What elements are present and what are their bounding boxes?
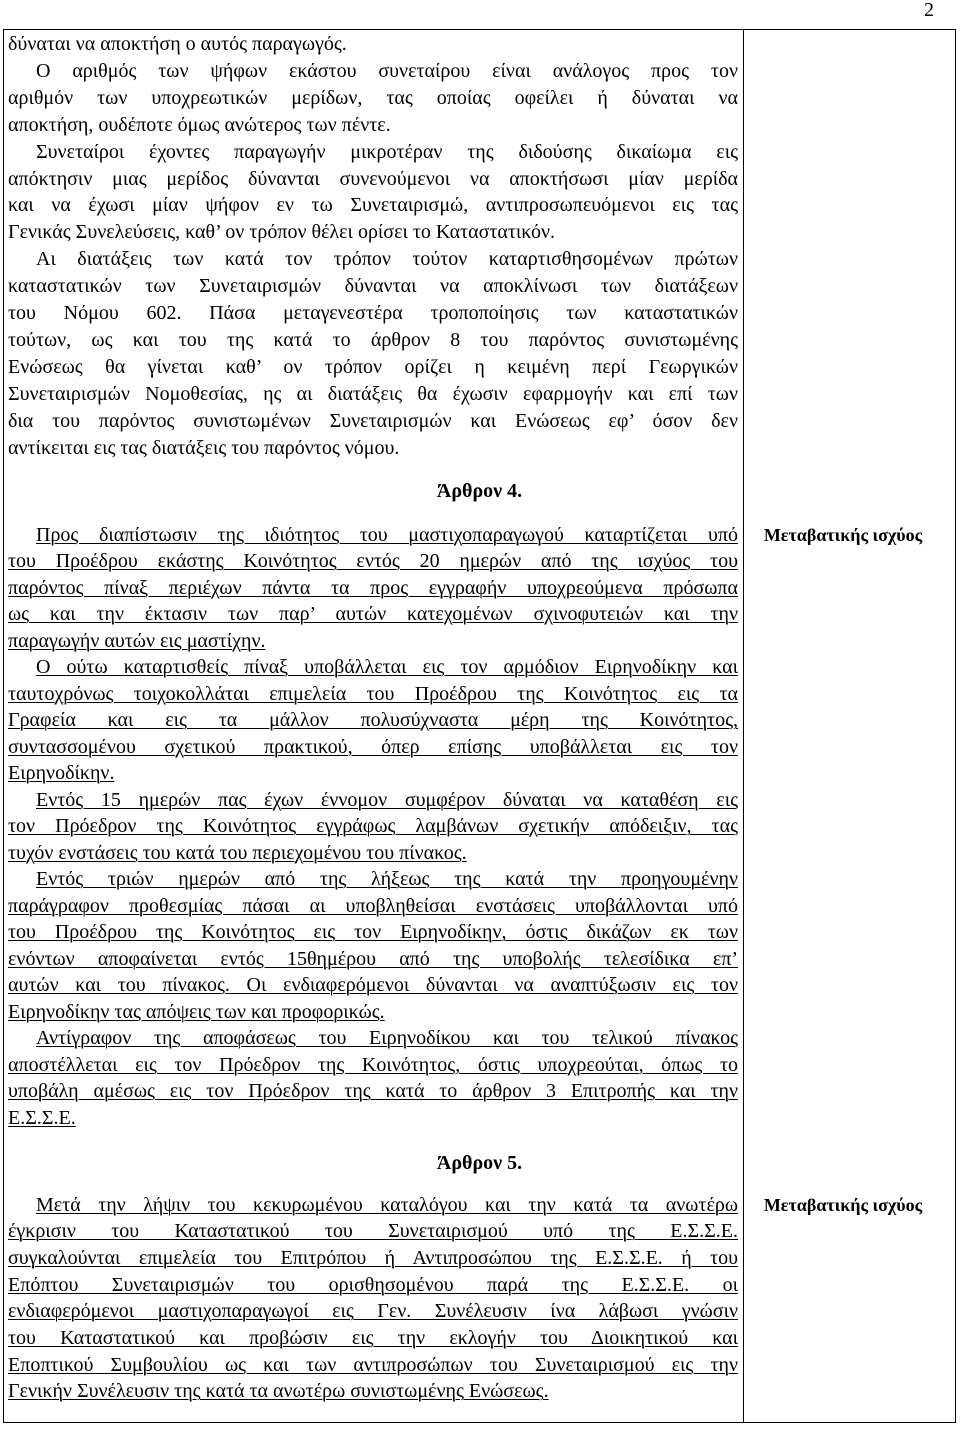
text-line: Μετά την λήψιν του κεκυρωμένου καταλόγου και την κατά τα ανωτέρω <box>36 1193 738 1216</box>
text-line: ως και την έκτασιν των παρ’ αυτών κατεχομένων σχινοφυτειών και την <box>8 603 738 625</box>
text-line: δια του παρόντος συνιστωμένων Συνεταιρισμών και Ενώσεως εφ’ όσον δεν <box>8 409 738 432</box>
text-line: Ο ούτω καταρτισθείς πίναξ υποβάλλεται εις τον αρμόδιον Ειρηνοδίκην και <box>36 656 738 678</box>
text-line: Αντίγραφον της αποφάσεως του Ειρηνοδίκου και του τελικού πίνακος <box>36 1027 738 1049</box>
text-line: τυχόν ενστάσεις του κατά του περιεχομένου του πίνακος. <box>8 841 467 864</box>
text-line: Γενικήν Συνέλευσιν της κατά τα ανωτέρω συνιστωμένης Ενώσεως. <box>8 1380 549 1403</box>
text-line: Ε.Σ.Σ.Ε. <box>8 1106 76 1129</box>
page-number: 2 <box>924 0 934 21</box>
text-line: ενόντων αποφαίνεται εντός 15θημέρου από της υποβολής τελεσίδικα επ’ <box>8 947 738 970</box>
text-line: Ο αριθμός των ψήφων εκάστου συνεταίρου είναι ανάλογος προς τον <box>36 59 738 82</box>
text-line: υποβάλη αμέσως εις τον Πρόεδρον της κατά το άρθρον 3 Επιτροπής και την <box>8 1080 738 1102</box>
text-line: Γραφεία και εις τα μάλλον πολυσύχναστα μέρη της Κοινότητος, <box>8 709 738 731</box>
text-line: καταστατικών των Συνεταιρισμών δύνανται να αποκλίνωσι των διατάξεων <box>8 275 738 298</box>
text-line: Συνεταιρισμών Νομοθεσίας, ης αι διατάξεις θα έχωσιν εφαρμογήν και επί των <box>8 382 738 405</box>
text-line: Εντός τριών ημερών από της λήξεως της κατά την προηγουμένην <box>36 868 738 890</box>
text-line: και να έχωσι μίαν ψήφον εν τω Συνεταιρισμώ, αντιπροσωπευόμενοι εις τας <box>8 194 738 217</box>
text-line: Εντός 15 ημερών πας έχων έννομον συμφέρον δύναται να καταθέση εις <box>36 788 738 811</box>
text-line: συντασσομένου σχετικού πρακτικού, όπερ επίσης υποβάλλεται εις τον <box>8 735 738 758</box>
text-line: Εποπτικού Συμβουλίου ως και των αντιπροσώπων του Συνεταιρισμού εις την <box>8 1353 738 1376</box>
text-line: παραγωγήν αυτών εις μαστίχην. <box>8 629 266 652</box>
paragraph <box>8 787 738 867</box>
text-line: δύναται να αποκτήση ο αυτός παραγωγός. <box>8 33 347 55</box>
paragraph <box>8 139 738 247</box>
article-heading: Άρθρον 4. <box>436 479 523 502</box>
paragraph <box>8 654 738 787</box>
text-line: Αι διατάξεις των κατά τον τρόπον τούτον καταρτισθησομένων πρώτων <box>36 248 738 271</box>
paragraph <box>8 31 738 58</box>
text-line: παρόντος πίναξ περιέχων πάντα τα προς εγγραφήν υποχρεούμενα πρόσωπα <box>8 576 738 599</box>
article-heading: Άρθρον 5. <box>436 1151 523 1174</box>
text-line: απόκτησιν μιας μερίδος δύνανται συνενούμενοι να αποκτήσωσι μίαν μερίδα <box>8 167 738 190</box>
text-line: αντίκειται εις τας διατάξεις του παρόντος νόμου. <box>8 436 400 459</box>
text-line: του Προέδρου εκάστης Κοινότητος εντός 20 ημερών από της ισχύος του <box>8 550 738 572</box>
text-line: Συνεταίροι έχοντες παραγωγήν μικροτέραν της διδούσης δικαίωμα εις <box>36 140 738 163</box>
paragraph <box>8 866 738 1025</box>
article-5-body <box>8 1192 738 1406</box>
article-4-body <box>8 522 738 1132</box>
text-line: αποστέλλεται εις τον Πρόεδρον της Κοινότητος, όστις υποχρεούται, όπως το <box>8 1053 738 1076</box>
text-line: Γενικάς Συνελεύσεις, καθ’ ον τρόπον θέλει ορίσει το Καταστατικόν. <box>8 221 555 244</box>
paragraph <box>8 246 738 461</box>
text-line: Επόπτου Συνεταιρισμών του ορισθησομένου παρά της Ε.Σ.Σ.Ε. οι <box>8 1273 738 1296</box>
text-line: έγκρισιν του Καταστατικού του Συνεταιρισμού υπό της Ε.Σ.Σ.Ε. <box>8 1220 738 1243</box>
text-line: του Καταστατικού και προβώσιν εις την εκλογήν του Διοικητικού και <box>8 1327 738 1350</box>
text-line: Προς διαπίστωσιν της ιδιότητος του μαστιχοπαραγωγού καταρτίζεται υπό <box>36 523 738 546</box>
side-note: Μεταβατικής ισχύος <box>763 525 923 545</box>
paragraph <box>8 1025 738 1131</box>
text-line: του Νόμου 602. Πάσα μεταγενεστέρα τροποποίησις των καταστατικών <box>8 302 738 325</box>
text-line: Ενώσεως θα γίνεται καθ’ ον τρόπον ορίζει η κειμένη περί Γεωργικών <box>8 355 738 378</box>
paragraph <box>8 522 738 655</box>
text-line: αυτών και του πίνακος. Οι ενδιαφερόμενοι δύνανται να αναπτύξωσιν εις τον <box>8 974 738 996</box>
text-line: ταυτοχρόνως τοιχοκολλάται επιμελεία του Προέδρου της Κοινότητος εις τα <box>8 682 738 705</box>
main-text-column <box>8 31 738 462</box>
text-line: του Προέδρου της Κοινότητος εις τον Ειρηνοδίκην, όστις δικάζων εκ των <box>8 921 738 943</box>
text-line: παράγραφον προθεσμίας πάσαι αι υποβληθείσαι ενστάσεις υποβάλλονται υπό <box>8 894 738 917</box>
paragraph <box>8 58 738 139</box>
text-line: Ειρηνοδίκην. <box>8 762 115 784</box>
text-line: ενδιαφερόμενοι μαστιχοπαραγωγοί εις Γεν. Συνέλευσιν ίνα λάβωσι γνώσιν <box>8 1300 738 1323</box>
text-line: αριθμόν των υποχρεωτικών μερίδων, τας οποίας οφείλει ή δύναται να <box>8 86 738 109</box>
paragraph <box>8 1192 738 1406</box>
side-note: Μεταβατικής ισχύος <box>763 1195 923 1215</box>
text-line: συγκαλούνται επιμελεία του Επιτρόπου ή Αντιπροσώπου της Ε.Σ.Σ.Ε. ή του <box>8 1246 738 1269</box>
text-line: τούτων, ως και του της κατά το άρθρον 8 του παρόντος συνιστωμένης <box>8 328 738 351</box>
text-line: Ειρηνοδίκην τας απόψεις των και προφορικώς. <box>8 1000 385 1023</box>
text-line: τον Πρόεδρον της Κοινότητος εγγράφως λαμβάνων σχετικήν απόδειξιν, τας <box>8 815 738 837</box>
text-line: αποκτήση, ουδέποτε όμως ανώτερος των πέντε. <box>8 113 391 136</box>
